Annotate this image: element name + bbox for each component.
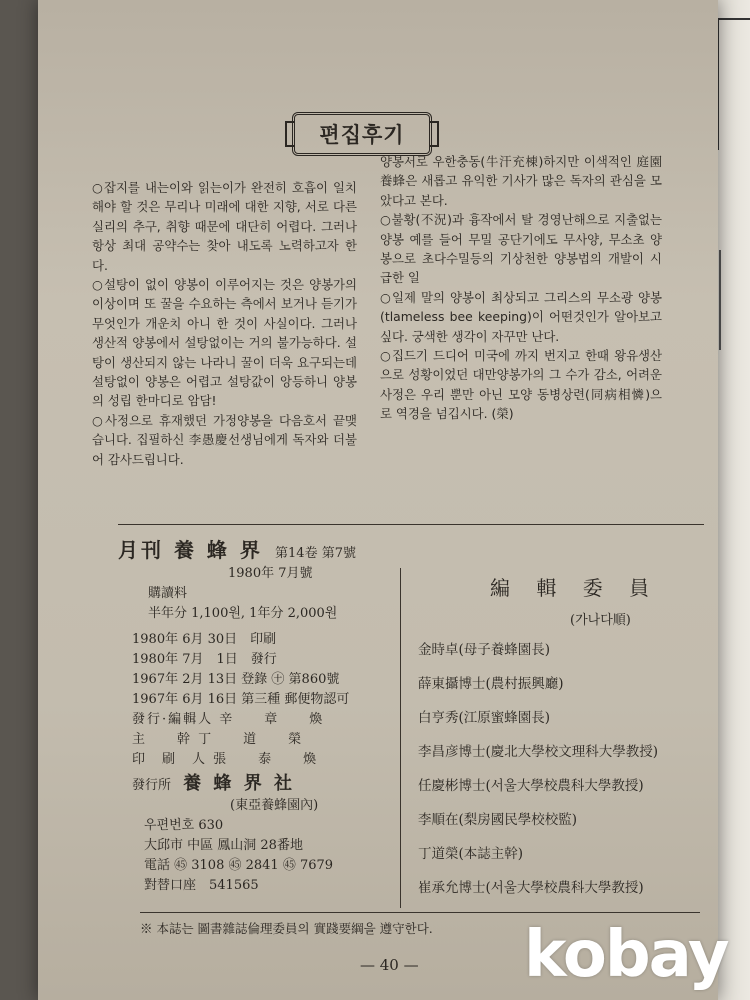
volume-number: 第14卷 第7號 (275, 546, 356, 561)
publisher-subtitle: (東亞養蜂園內) (230, 798, 319, 813)
address: 大邱市 中區 鳳山洞 28番地 (144, 838, 303, 853)
print-date: 1980年 6月 30日 印刷 (132, 632, 277, 647)
editorial-right-column (380, 152, 662, 424)
watermark-logo: kobay (524, 918, 728, 992)
editorial-paragraph: ○설탕이 없이 양봉이 이루어지는 것은 양봉가의 이상이며 또 꿀을 수요하는 측에서 보거나 듣기가 무엇인가 개운치 아니 한 것이 사실이다. 그러나 생산적 양봉에서 설탕없이는 거의 불가능하다. 설탕이 생산되지 않는 나라니 꿀이 더욱 요구되는데 설탕없이 양봉은 어렵고 설탕값이 앙등하니 양봉의 성립 한마디로 암담! (92, 277, 357, 409)
editorial-paragraph: ○잡지를 내는이와 읽는이가 완전히 호흡이 일치해야 할 것은 무리나 미래에 대한 지향, 서로 다른 실리의 추구, 취향 때문에 대단히 어렵다. 그러나 항상 최대 공약수는 찾아 내도록 노력하고자 한다. (92, 180, 357, 273)
page-number: — 40 — (360, 956, 419, 974)
issue-date: 1980年 7月號 (228, 566, 313, 581)
publisher-name: 養 蜂 界 社 (183, 773, 295, 794)
postal-permit: 1967年 6月 16日 第三種 郵便物認可 (132, 692, 350, 707)
committee-member: 薛東攝博士(農村振興廳) (418, 676, 564, 692)
chief-editor: 主 幹 丁 道 榮 (132, 732, 304, 747)
editorial-paragraph: ○집드기 드디어 미국에 까지 번지고 한때 왕유생산으로 성황이었던 대만양봉가의 그 수가 감소, 어려운 사정은 우리 뿐만 아닌 모양 동병상련(同病相憐)으로 역경을 넘깁시다. (榮) (380, 348, 662, 422)
editorial-paragraph: ○사정으로 휴재했던 가정양봉을 다음호서 끝맺습니다. 집필하신 李愚慶선생님에게 독자와 더불어 감사드립니다. (92, 412, 357, 467)
committee-member: 金時卓(母子養蜂園長) (418, 642, 551, 658)
page-title: 편집후기 (292, 112, 432, 156)
subscription-price: 半年分 1,100원, 1年分 2,000원 (148, 606, 338, 621)
committee-heading: 編 輯 委 員 (490, 576, 660, 600)
publisher-label: 發行所 (132, 778, 172, 793)
publisher-editor: 發行·編輯人 辛 章 煥 (132, 712, 325, 727)
editorial-paragraph: 양봉서로 우한충동(牛汗充棟)하지만 이색적인 庭園養蜂은 새롭고 유익한 기사가 많은 독자의 관심을 모았다고 본다. (380, 154, 662, 208)
adjacent-page-rule (719, 250, 750, 350)
printer: 印 刷 人 張 泰 煥 (132, 752, 319, 767)
ethics-notice: ※ 本誌는 圖書雜誌倫理委員의 實踐要綱을 遵守한다. (140, 912, 700, 937)
column-divider (400, 568, 401, 908)
magazine-masthead: 月刊 養 蜂 界 (118, 538, 263, 562)
adjacent-page-rule (717, 18, 750, 150)
subscription-label: 購讀料 (148, 586, 188, 601)
editorial-paragraph: ○일제 말의 양봉이 최상되고 그리스의 무소광 양봉(tlameless bee keeping)이 어떤것인가 알아보고 싶다. 궁색한 생각이 자꾸만 난다. (380, 289, 662, 344)
committee-member: 丁道榮(本誌主幹) (418, 846, 524, 862)
editorial-paragraph: ○불황(不況)과 흉작에서 탈 경영난해으로 지출없는 양봉 예를 들어 무밀 공단기에도 무사양, 무소초 양봉으로 초다수밀등의 기상천한 양봉법의 개발이 시급한 일 (380, 212, 662, 286)
publish-date: 1980年 7月 1日 發行 (132, 652, 277, 667)
committee-member: 任慶彬博士(서울大學校農科大學教授) (418, 778, 644, 794)
phone-numbers: 電話 ㊺ 3108 ㊺ 2841 ㊺ 7679 (144, 858, 334, 873)
postal-code: 우편번호 630 (144, 818, 224, 833)
transfer-account: 對替口座 541565 (144, 878, 259, 893)
editorial-committee (418, 572, 708, 900)
committee-order-note: (가나다順) (570, 613, 631, 628)
committee-member: 李昌彦博士(慶北大學校文理科大學教授) (418, 744, 659, 760)
committee-member: 白亨秀(江原蜜蜂園長) (418, 710, 551, 726)
registration-date: 1967年 2月 13日 登錄 ㊉ 第860號 (132, 672, 340, 687)
colophon (118, 540, 398, 896)
section-divider (118, 524, 704, 525)
committee-member: 李順在(梨房國民學校校監) (418, 812, 578, 828)
editorial-left-column (92, 178, 357, 469)
committee-member: 崔承允博士(서울大學校農科大學教授) (418, 880, 644, 896)
